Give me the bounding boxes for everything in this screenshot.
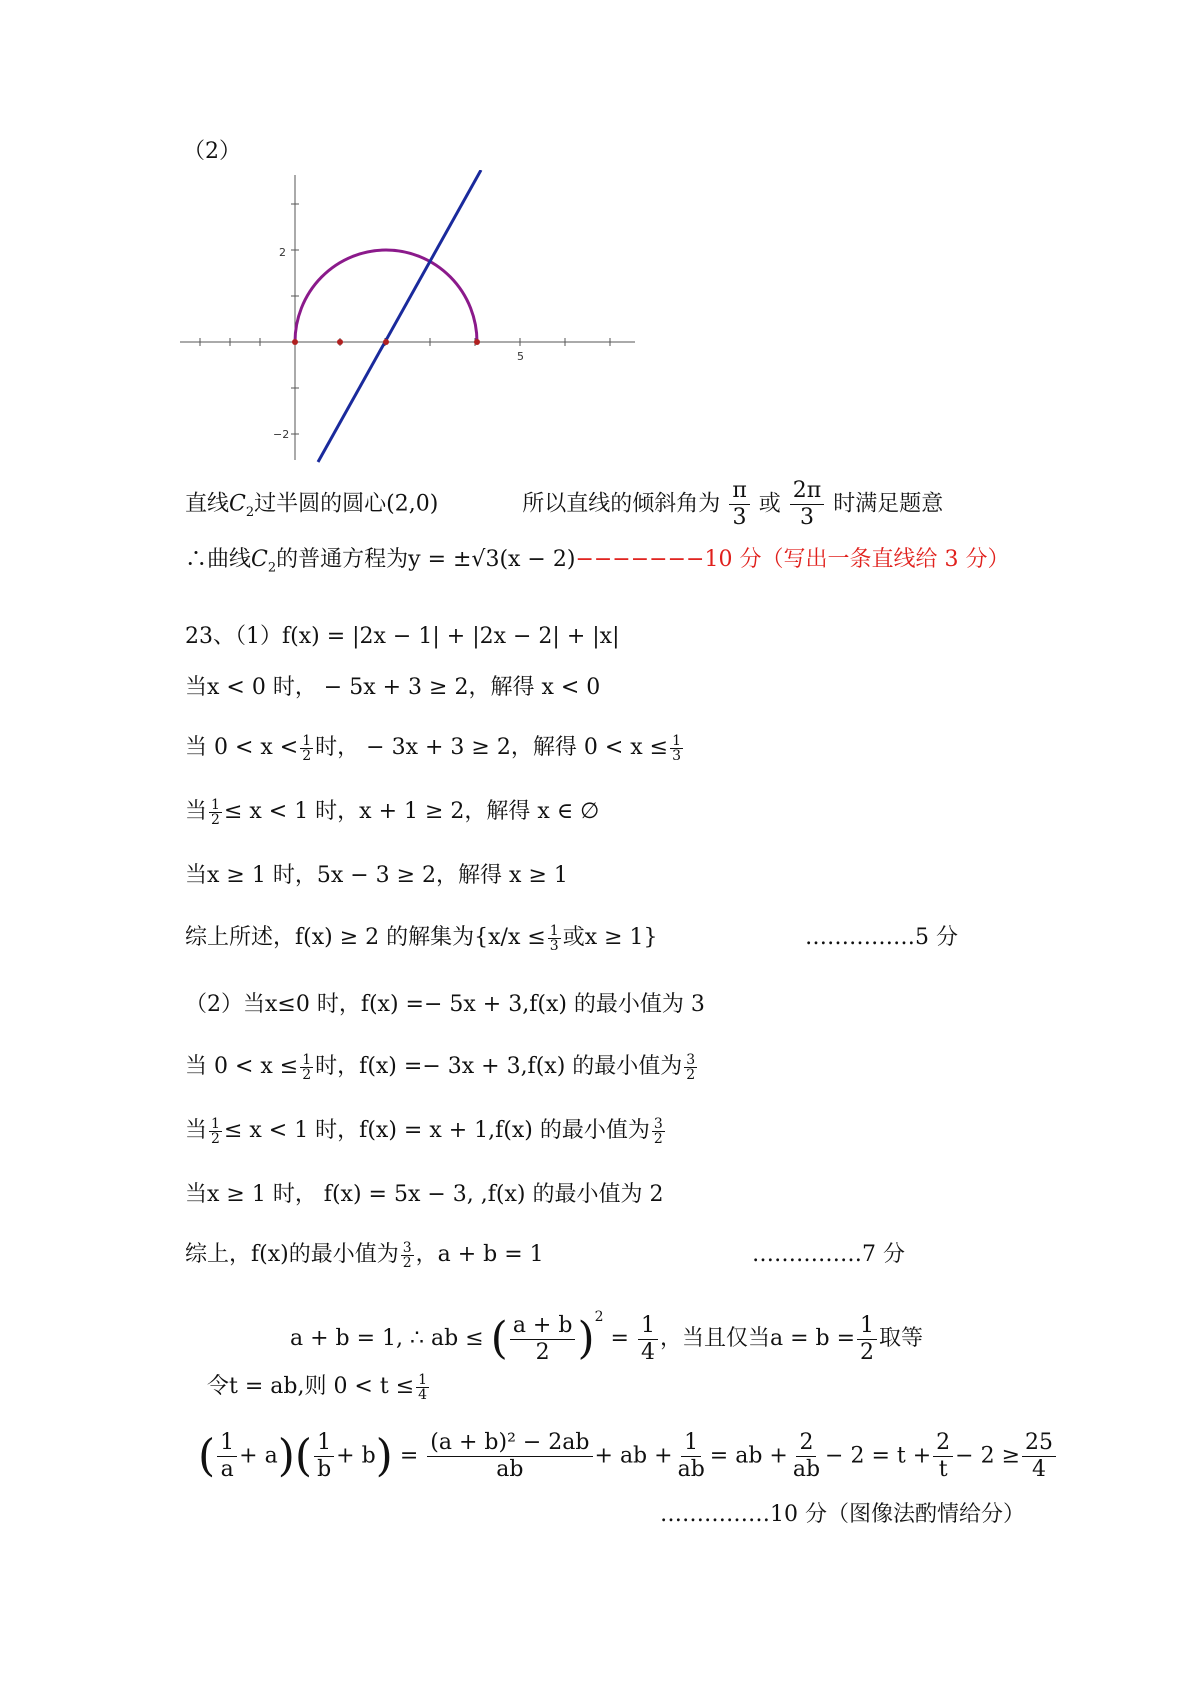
- case-2: 当 0 < x < $\frac{1}{2}$ 时， − 3x + 3 ≥ 2，解得 0 < x ≤ $\frac{1}{3}$: [185, 732, 681, 764]
- score-note-red: −−−−−−−10 分（写出一条直线给 3 分）: [575, 547, 1010, 572]
- substitution: 令t = ab,则 0 < t ≤ $\frac{1}{4}$: [207, 1371, 428, 1403]
- part2-case-4: 当x ≥ 1 时， f(x) = 5x − 3, ,f(x) 的最小值为 2: [185, 1182, 664, 1207]
- x-tick-label: 5: [517, 350, 524, 363]
- q23-part1: 23、（1）f(x) = |2x − 1| + |2x − 2| + |x|: [185, 624, 620, 649]
- part2-case-3: 当 $\frac{1}{2}$ ≤ x < 1 时，f(x) = x + 1,f(x) 的最小值为 $\frac{3}{2}$: [185, 1115, 663, 1147]
- final-expression: ( $\frac{1}{a}$ + a)( $\frac{1}{b}$ + b) = $\frac{\text{(a + b)² − 2ab}}{ab}$ + ab + $\frac{1}{ab}$ = ab + $\frac{2}{ab}$ − 2 = t + $\frac{2}{t}$ − 2 ≥ $\frac{25}{4}$: [198, 1430, 1058, 1483]
- case-4: 当x ≥ 1 时，5x − 3 ≥ 2，解得 x ≥ 1: [185, 863, 568, 888]
- point-center: [383, 339, 389, 345]
- score-5: ……………5 分: [805, 925, 958, 950]
- summary-1: 综上所述，f(x) ≥ 2 的解集为{x/x ≤ $\frac{1}{3}$ 或x ≥ 1} ……………5 分: [185, 922, 958, 954]
- ab-inequality: a + b = 1, ∴ ab ≤ ( $\frac{a + b}{2}$ )$^2$ = $\frac{1}{4}$ ，当且仅当a = b = $\frac{1}{2}$ 取等: [290, 1309, 924, 1365]
- y-tick-label-neg: −2: [273, 428, 290, 441]
- point-1: [337, 339, 343, 345]
- case-1: 当x < 0 时， − 5x + 3 ≥ 2，解得 x < 0: [185, 675, 601, 700]
- q22-line2: ∴曲线$C_2$的普通方程为y = ±√3(x − 2)−−−−−−−10 分（写出一条直线给 3 分）: [185, 547, 1010, 576]
- case-3: 当 $\frac{1}{2}$ ≤ x < 1 时，x + 1 ≥ 2，解得 x ∈ ∅: [185, 796, 600, 828]
- summary-2: 综上，f(x)的最小值为 $\frac{3}{2}$ ，a + b = 1 ……………7 分: [185, 1239, 905, 1271]
- part2-case-1: （2）当x≤0 时，f(x) =− 5x + 3,f(x) 的最小值为 3: [185, 992, 705, 1017]
- line-c2: [318, 170, 481, 462]
- score-7: ……………7 分: [752, 1242, 905, 1267]
- point-origin: [292, 339, 298, 345]
- point-4: [474, 339, 480, 345]
- part2-case-2: 当 0 < x ≤ $\frac{1}{2}$ 时，f(x) =− 3x + 3,f(x) 的最小值为 $\frac{3}{2}$: [185, 1051, 696, 1083]
- semicircle: [295, 250, 477, 342]
- graph: [175, 170, 645, 465]
- y-tick-label-pos: 2: [279, 246, 286, 259]
- score-10: ……………10 分（图像法酌情给分）: [660, 1502, 1025, 1527]
- part2-label: （2）: [183, 139, 241, 164]
- q22-line1: 直线$C_2$过半圆的圆心(2,0) 所以直线的倾斜角为 $\frac{\pi}{3}$ 或 $\frac{2\pi}{3}$ 时满足题意: [185, 478, 944, 530]
